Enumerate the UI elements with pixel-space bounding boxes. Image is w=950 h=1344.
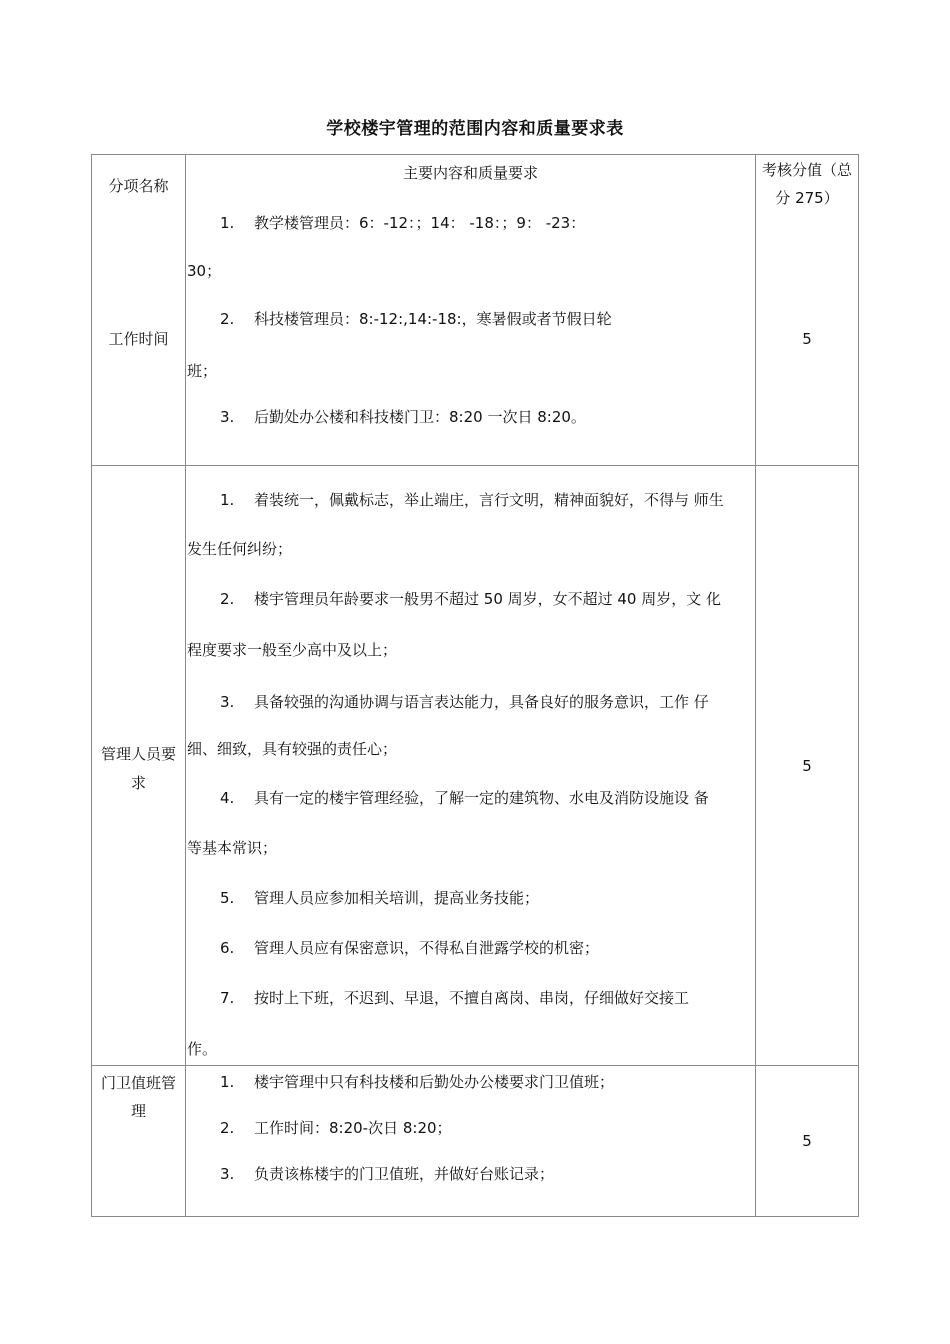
list-item-continuation: 程度要求一般至少高中及以上； [187,641,398,659]
list-item-number: 5. [220,889,235,907]
table-border-bottom [91,1216,859,1217]
list-item-text: 教学楼管理员：6：-12：；14： -18：；9： -23： [254,214,586,232]
list-item-number: 6. [220,939,235,957]
row-name-staff-requirements-line2: 求 [130,774,146,792]
list-item-text: 工作时间：8:20-次日 8:20； [254,1119,452,1137]
header-content: 主要内容和质量要求 [402,164,538,182]
header-score-line1: 考核分值（总 [761,161,852,179]
list-item-number: 4. [220,789,235,807]
header-item-name: 分项名称 [108,177,169,195]
list-item-text: 负责该栋楼宇的门卫值班，并做好台账记录； [254,1165,555,1183]
list-item-number: 3. [220,1165,235,1183]
row-score: 5 [802,330,812,348]
list-item-text: 科技楼管理员：8:-12:,14:-18:，寒暑假或者节假日轮 [254,310,612,328]
list-item-number: 1. [220,1073,235,1091]
row-score: 5 [802,1132,812,1150]
list-item-text: 楼宇管理员年龄要求一般男不超过 50 周岁，女不超过 40 周岁，文 化 [254,590,722,608]
list-item-number: 3. [220,408,235,426]
row-divider-2 [91,1065,859,1066]
row-name-work-time: 工作时间 [108,330,169,348]
header-score-line2: 分 275） [775,189,839,207]
list-item-text: 管理人员应参加相关培训，提高业务技能； [254,889,540,907]
list-item-continuation: 发生任何纠纷； [187,540,293,558]
table-border-right [858,154,859,1217]
list-item-text: 楼宇管理中只有科技楼和后勤处办公楼要求门卫值班； [254,1073,615,1091]
list-item-continuation: 作。 [187,1040,218,1058]
list-item-number: 7. [220,989,235,1007]
list-item-number: 2. [220,1119,235,1137]
list-item-number: 1. [220,491,235,509]
list-item-continuation: 细、细致，具有较强的责任心； [187,740,398,758]
table-border-left [91,154,92,1217]
column-divider-1 [185,154,186,1217]
list-item-number: 1. [220,214,235,232]
list-item-text: 具备较强的沟通协调与语言表达能力，具备良好的服务意识，工作 仔 [254,693,709,711]
column-divider-2 [755,154,756,1217]
page-title: 学校楼宇管理的范围内容和质量要求表 [326,119,624,139]
list-item-text: 具有一定的楼宇管理经验，了解一定的建筑物、水电及消防设施设 备 [254,789,709,807]
row-name-staff-requirements-line1: 管理人员要 [100,745,176,763]
list-item-number: 2. [220,310,235,328]
row-name-gate-duty-line1: 门卫值班管 [100,1074,176,1092]
list-item-text: 按时上下班，不迟到、早退，不擅自离岗、串岗，仔细做好交接工 [254,989,690,1007]
list-item-continuation: 班； [187,362,218,380]
row-name-gate-duty-line2: 理 [130,1102,146,1120]
table-border-top [91,154,859,155]
row-score: 5 [802,757,812,775]
list-item-number: 2. [220,590,235,608]
list-item-text: 着装统一，佩戴标志，举止端庄，言行文明，精神面貌好，不得与 师生 [254,491,724,509]
list-item-text: 管理人员应有保密意识，不得私自泄露学校的机密； [254,939,600,957]
row-divider-1 [91,465,859,466]
list-item-continuation: 等基本常识； [187,839,278,857]
list-item-text: 后勤处办公楼和科技楼门卫：8:20 一次日 8:20。 [254,408,586,426]
list-item-number: 3. [220,693,235,711]
list-item-continuation: 30； [187,262,222,280]
